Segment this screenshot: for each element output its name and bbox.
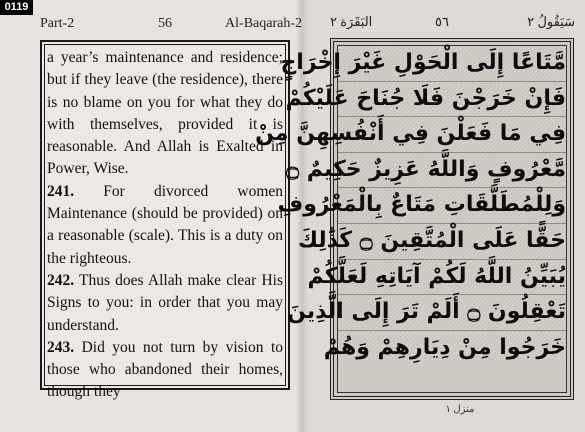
verse-number: 241.	[47, 182, 75, 200]
arabic-line: مَّتَاعًا إِلَى الْحَوْلِ غَيْرَ إِخْرَاجٍ	[338, 46, 566, 82]
arabic-text	[255, 46, 566, 392]
verse-243	[47, 337, 283, 404]
arabic-part-label: سَيَقُولُ ٢	[527, 14, 575, 29]
part-label: Part-2	[40, 16, 75, 31]
arabic-line: خَرَجُوا مِنْ دِيَارِهِمْ وَهُمْ	[338, 331, 566, 366]
verse-number: 242.	[47, 271, 75, 289]
verse-text: For divorced women Maintenance (should be provided) on a reasonable (scale). This is a duty on the righteous.	[47, 182, 284, 267]
arabic-line: فِي مَا فَعَلْنَ فِي أَنْفُسِهِنَّ مِنْ	[338, 117, 566, 153]
image-label: 0119	[0, 0, 33, 15]
arabic-surah-label: البَقَرَة ٢	[330, 14, 373, 29]
arabic-page-number: ٥٦	[435, 14, 449, 29]
right-page-header	[330, 14, 575, 34]
paragraph-continued	[47, 47, 283, 181]
page-number: 56	[158, 16, 172, 31]
arabic-line: تَعْقِلُونَ ۝ أَلَمْ تَرَ إِلَى الَّذِينَ	[338, 295, 566, 331]
arabic-line: حَقًّا عَلَى الْمُتَّقِينَ ۝ كَذَٰلِكَ	[338, 224, 566, 260]
arabic-line: فَإِنْ خَرَجْنَ فَلَا جُنَاحَ عَلَيْكُمْ	[338, 82, 566, 118]
verse-242	[47, 270, 283, 337]
verse-text: Thus does Allah make clear His Signs to you: in order that you may understand.	[47, 271, 283, 334]
surah-label: Al-Baqarah-2	[225, 16, 302, 31]
arabic-line: مَّعْرُوفٍ وَاللَّهُ عَزِيزٌ حَكِيمٌ ۝	[338, 153, 566, 189]
arabic-line: وَلِلْمُطَلَّقَاتِ مَتَاعٌ بِالْمَعْرُوفِ	[338, 188, 566, 224]
paragraph-text: a year’s maintenance and residence; but if they leave (the residence), there is no blame on you for what they do with themselves, provided it is reasonable. And Allah is Exalted in Power, Wise.	[47, 49, 283, 178]
arabic-line: يُبَيِّنُ اللَّهُ لَكُمْ آيَاتِهِ لَعَلَّكُمْ	[338, 260, 566, 296]
verse-number: 243.	[47, 338, 75, 356]
translation-text	[47, 47, 284, 401]
verse-241	[47, 181, 283, 270]
left-page-header	[40, 16, 302, 34]
manzil-marker: منزل ١	[445, 404, 475, 415]
verse-text: Did you not turn by vision to those who abandoned their homes, though they	[47, 338, 283, 401]
